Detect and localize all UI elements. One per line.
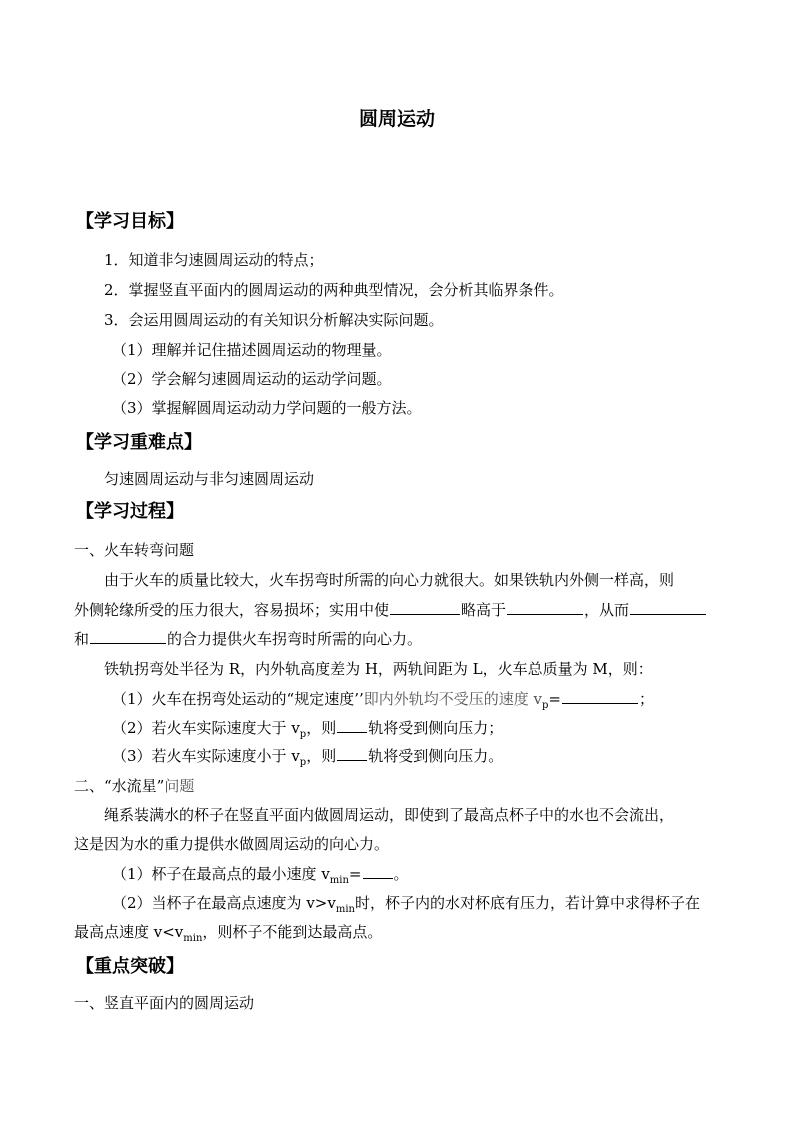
- water-question-2: [112, 892, 700, 913]
- water-q2c-label: 最高点速度 v<v: [74, 923, 184, 941]
- answer-blank[interactable]: [337, 718, 367, 733]
- breakthrough-item-1: 一、竖直平面内的圆周运动: [74, 994, 255, 1012]
- goal-item-1: 1．知道非匀速圆周运动的特点；: [104, 251, 324, 269]
- answer-blank[interactable]: [90, 629, 166, 644]
- train-q1-note: 即内外轨均不受压的速度 v: [363, 690, 542, 708]
- train-q3-end: 轨将受到侧向压力。: [368, 747, 504, 765]
- water-title-suffix: 问题: [164, 777, 195, 795]
- goal-item-3: 3．会运用圆周运动的有关知识分析解决实际问题。: [104, 311, 444, 329]
- answer-blank[interactable]: [630, 600, 706, 615]
- difficulty-heading: 【学习重难点】: [76, 432, 202, 453]
- train-text-3: ，从而: [584, 601, 630, 619]
- equals: =: [548, 690, 561, 708]
- water-q2-label: （2）当杯子在最高点速度为 v>v: [112, 894, 336, 912]
- water-q2-text: 时，杯子内的水对杯底有压力，若计算中求得杯子在: [354, 894, 700, 912]
- train-q1-label: （1）火车在拐弯处运动的“规定速度’’: [112, 690, 364, 708]
- water-section-title: [74, 775, 194, 796]
- answer-blank[interactable]: [562, 689, 638, 704]
- subscript: p: [542, 700, 549, 711]
- train-question-1: [112, 688, 654, 709]
- answer-blank[interactable]: [390, 600, 460, 615]
- water-title-main: 二、“水流星”: [74, 777, 165, 795]
- water-q1-end: 。: [393, 865, 409, 883]
- subscript: min: [329, 875, 349, 886]
- train-q3-label: （3）若火车实际速度小于 v: [112, 747, 300, 765]
- goal-item-2: 2．掌握竖直平面内的圆周运动的两种典型情况，会分析其临界条件。: [104, 281, 564, 299]
- train-question-2: [112, 717, 503, 738]
- equals: =: [348, 865, 362, 883]
- train-q2-then: ，则: [306, 719, 337, 737]
- train-question-3: [112, 745, 503, 766]
- subscript: p: [299, 757, 307, 768]
- train-conditions: 铁轨拐弯处半径为 R，内外轨高度差为 H，两轨间距为 L，火车总质量为 M，则：: [104, 660, 653, 678]
- process-heading: 【学习过程】: [76, 501, 184, 522]
- train-text-5: 的合力提供火车拐弯时所需的向心力。: [167, 630, 423, 648]
- train-paragraph-line-1: 由于火车的质量比较大，火车拐弯时所需的向心力就很大。如果铁轨内外侧一样高，则: [104, 571, 675, 589]
- answer-blank[interactable]: [337, 746, 367, 761]
- subscript: p: [299, 729, 307, 740]
- water-q2c-end: ，则杯子不能到达最高点。: [202, 923, 383, 941]
- water-question-2-continued: [74, 921, 382, 942]
- answer-blank[interactable]: [507, 600, 583, 615]
- goal-sub-1: （1）理解并记住描述圆周运动的物理量。: [112, 341, 392, 359]
- train-q2-label: （2）若火车实际速度大于 v: [112, 719, 300, 737]
- train-q2-end: 轨将受到侧向压力；: [368, 719, 504, 737]
- train-q1-end: ；: [638, 690, 654, 708]
- answer-blank[interactable]: [363, 864, 393, 879]
- train-text-1: 外侧轮缘所受的压力很大，容易损坏；实用中使: [74, 601, 390, 619]
- train-section-title: 一、火车转弯问题: [74, 541, 195, 559]
- difficulty-text: 匀速圆周运动与非匀速圆周运动: [104, 470, 315, 488]
- subscript: min: [183, 933, 203, 944]
- goal-sub-2: （2）学会解匀速圆周运动的运动学问题。: [112, 370, 392, 388]
- breakthrough-heading: 【重点突破】: [76, 956, 184, 977]
- train-text-4: 和: [74, 630, 90, 648]
- train-paragraph-line-3: [74, 628, 422, 649]
- water-question-1: [112, 863, 409, 884]
- page-title: 圆周运动: [358, 108, 435, 130]
- train-text-2: 略高于: [461, 601, 507, 619]
- water-paragraph-line-2: 这是因为水的重力提供水做圆周运动的向心力。: [74, 835, 390, 853]
- subscript: min: [335, 904, 355, 915]
- water-q1-label: （1）杯子在最高点的最小速度 v: [112, 865, 330, 883]
- train-q3-then: ，则: [306, 747, 337, 765]
- goal-sub-3: （3）掌握解圆周运动动力学问题的一般方法。: [112, 399, 422, 417]
- goals-heading: 【学习目标】: [76, 211, 184, 232]
- train-paragraph-line-2: [74, 599, 707, 620]
- water-paragraph-line-1: 绳系装满水的杯子在竖直平面内做圆周运动，即使到了最高点杯子中的水也不会流出，: [104, 806, 675, 824]
